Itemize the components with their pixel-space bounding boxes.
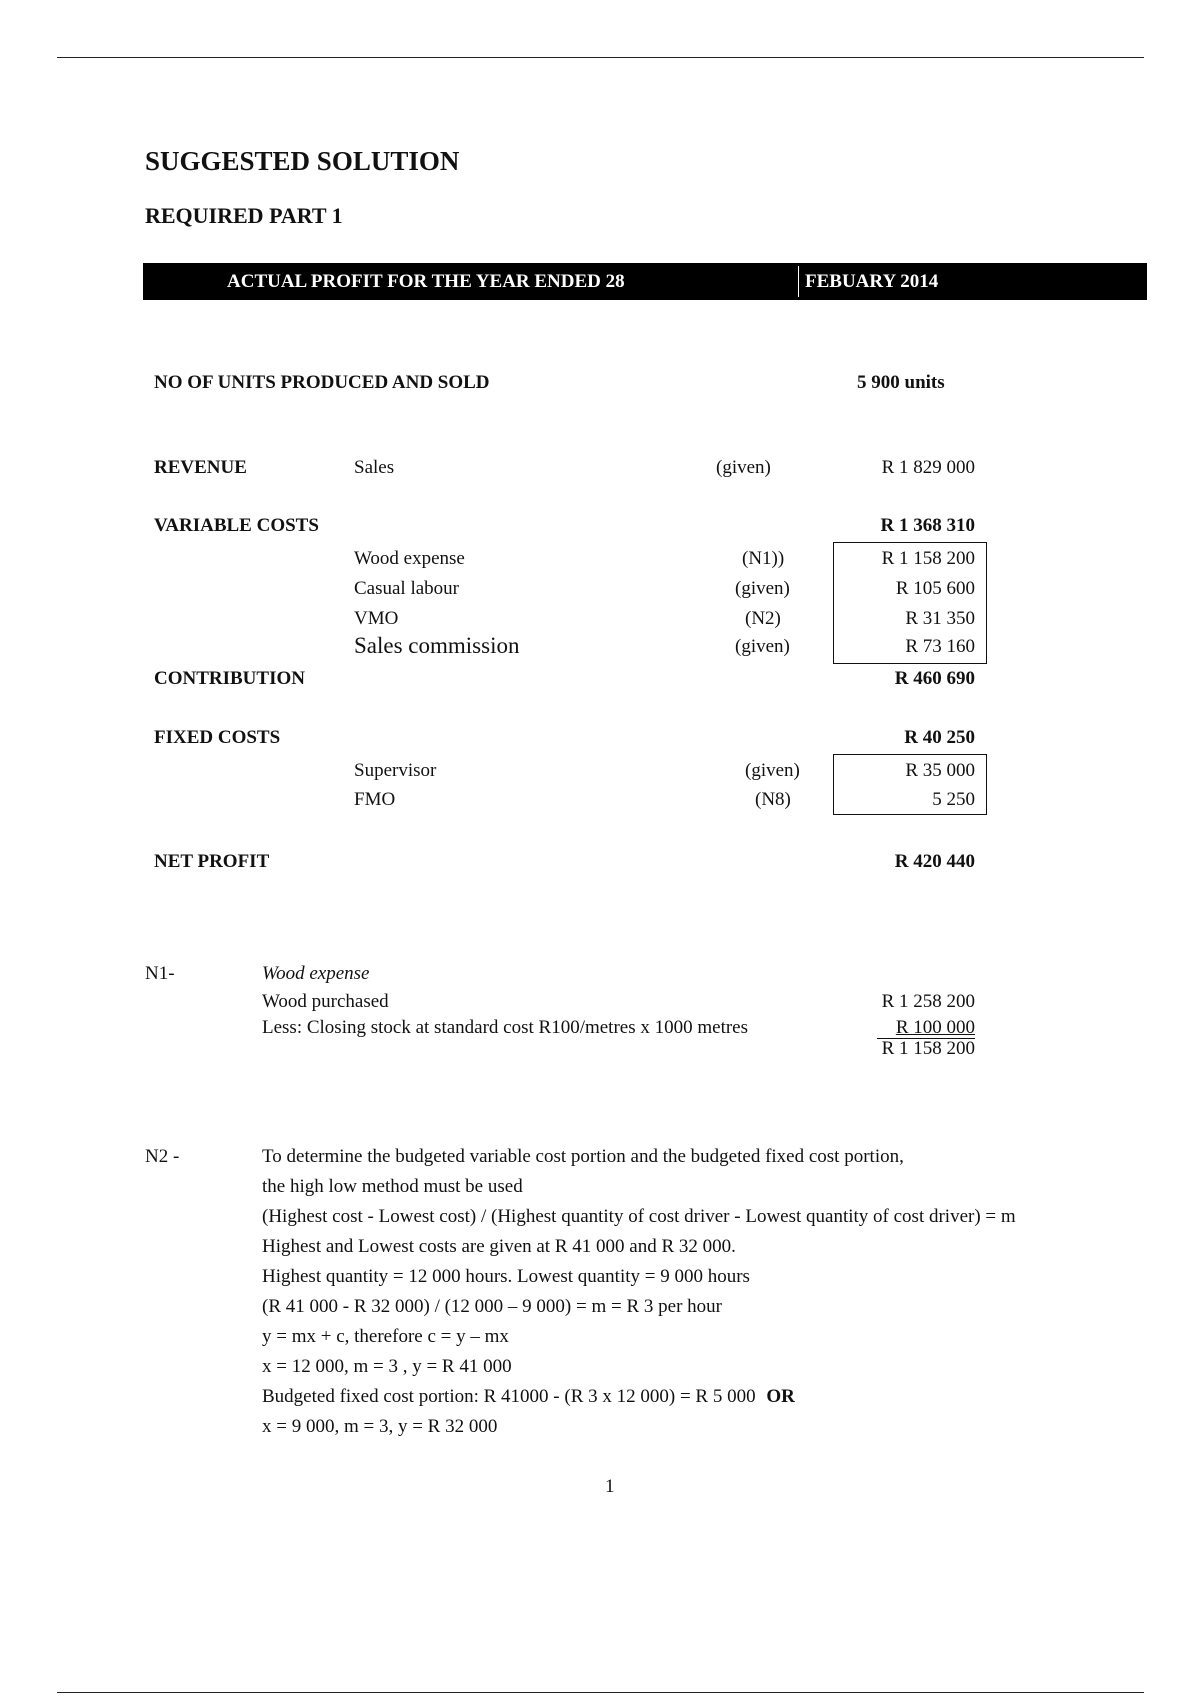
- variable-cost-value: R 73 160: [905, 636, 975, 657]
- page-number: 1: [605, 1476, 615, 1497]
- n2-line: Highest and Lowest costs are given at R 41 000 and R 32 000.: [262, 1236, 736, 1257]
- contribution-value: R 460 690: [894, 668, 975, 689]
- statement-banner: [143, 263, 1147, 300]
- n2-line: y = mx + c, therefore c = y – mx: [262, 1326, 509, 1347]
- n1-line2-value: R 100 000: [895, 1017, 975, 1038]
- revenue-item: Sales: [354, 457, 395, 478]
- fixed-costs-total: R 40 250: [904, 727, 975, 748]
- banner-right-text: FEBUARY 2014: [805, 271, 939, 292]
- bottom-rule: [57, 1692, 1144, 1693]
- net-profit-label: NET PROFIT: [154, 851, 270, 872]
- revenue-value: R 1 829 000: [881, 457, 975, 478]
- contribution-label: CONTRIBUTION: [154, 668, 305, 689]
- n1-label: N1-: [145, 963, 175, 984]
- revenue-note: (given): [716, 457, 771, 478]
- n2-line-with-or: [262, 1386, 795, 1408]
- variable-cost-value: R 31 350: [905, 608, 975, 629]
- variable-cost-note: (given): [735, 578, 790, 599]
- variable-cost-name: VMO: [354, 608, 399, 629]
- fixed-cost-name: FMO: [354, 789, 396, 810]
- variable-cost-value: R 1 158 200: [881, 548, 975, 569]
- variable-cost-name: Casual labour: [354, 578, 460, 599]
- n1-line2: Less: Closing stock at standard cost R100/metres x 1000 metres: [262, 1017, 749, 1038]
- fixed-cost-name: Supervisor: [354, 760, 437, 781]
- net-profit-value: R 420 440: [894, 851, 975, 872]
- n2-line: the high low method must be used: [262, 1176, 523, 1197]
- page-heading: SUGGESTED SOLUTION: [145, 146, 460, 176]
- fixed-cost-note: (N8): [755, 789, 791, 810]
- n1-result: R 1 158 200: [881, 1038, 975, 1059]
- n1-title: Wood expense: [262, 963, 370, 984]
- variable-cost-note: (N1)): [742, 548, 785, 569]
- fixed-cost-value: R 35 000: [905, 760, 975, 781]
- n2-line: (Highest cost - Lowest cost) / (Highest quantity of cost driver - Lowest quantity of cost driver) = m: [262, 1206, 1016, 1227]
- n2-line: To determine the budgeted variable cost portion and the budgeted fixed cost portion,: [262, 1146, 904, 1167]
- variable-cost-name: Wood expense: [354, 548, 465, 569]
- units-value: 5 900 units: [857, 372, 945, 393]
- top-rule: [57, 57, 1144, 58]
- n1-line1-value: R 1 258 200: [881, 991, 975, 1012]
- variable-cost-value: R 105 600: [895, 578, 975, 599]
- n2-line: (R 41 000 - R 32 000) / (12 000 – 9 000) = m = R 3 per hour: [262, 1296, 722, 1317]
- variable-costs-label: VARIABLE COSTS: [154, 515, 319, 536]
- page-subheading: REQUIRED PART 1: [145, 203, 343, 228]
- variable-cost-note: (N2): [745, 608, 781, 629]
- n2-line: Highest quantity = 12 000 hours. Lowest quantity = 9 000 hours: [262, 1266, 750, 1287]
- fixed-costs-label: FIXED COSTS: [154, 727, 281, 748]
- n2-label: N2 -: [145, 1146, 180, 1167]
- n2-line: x = 12 000, m = 3 , y = R 41 000: [262, 1356, 512, 1377]
- variable-costs-total: R 1 368 310: [880, 515, 975, 536]
- fixed-cost-note: (given): [745, 760, 800, 781]
- banner-divider: [798, 266, 799, 297]
- n2-line: Budgeted fixed cost portion: R 41000 - (R 3 x 12 000) = R 5 000: [262, 1386, 761, 1407]
- variable-cost-note: (given): [735, 636, 790, 657]
- n1-line1: Wood purchased: [262, 991, 389, 1012]
- n2-or-word: OR: [766, 1386, 795, 1407]
- n2-line: x = 9 000, m = 3, y = R 32 000: [262, 1416, 498, 1437]
- revenue-label: REVENUE: [154, 457, 247, 478]
- variable-cost-name: Sales commission: [354, 633, 520, 658]
- banner-left-text: ACTUAL PROFIT FOR THE YEAR ENDED 28: [227, 271, 625, 292]
- units-label: NO OF UNITS PRODUCED AND SOLD: [154, 372, 490, 393]
- fixed-cost-value: 5 250: [932, 789, 975, 810]
